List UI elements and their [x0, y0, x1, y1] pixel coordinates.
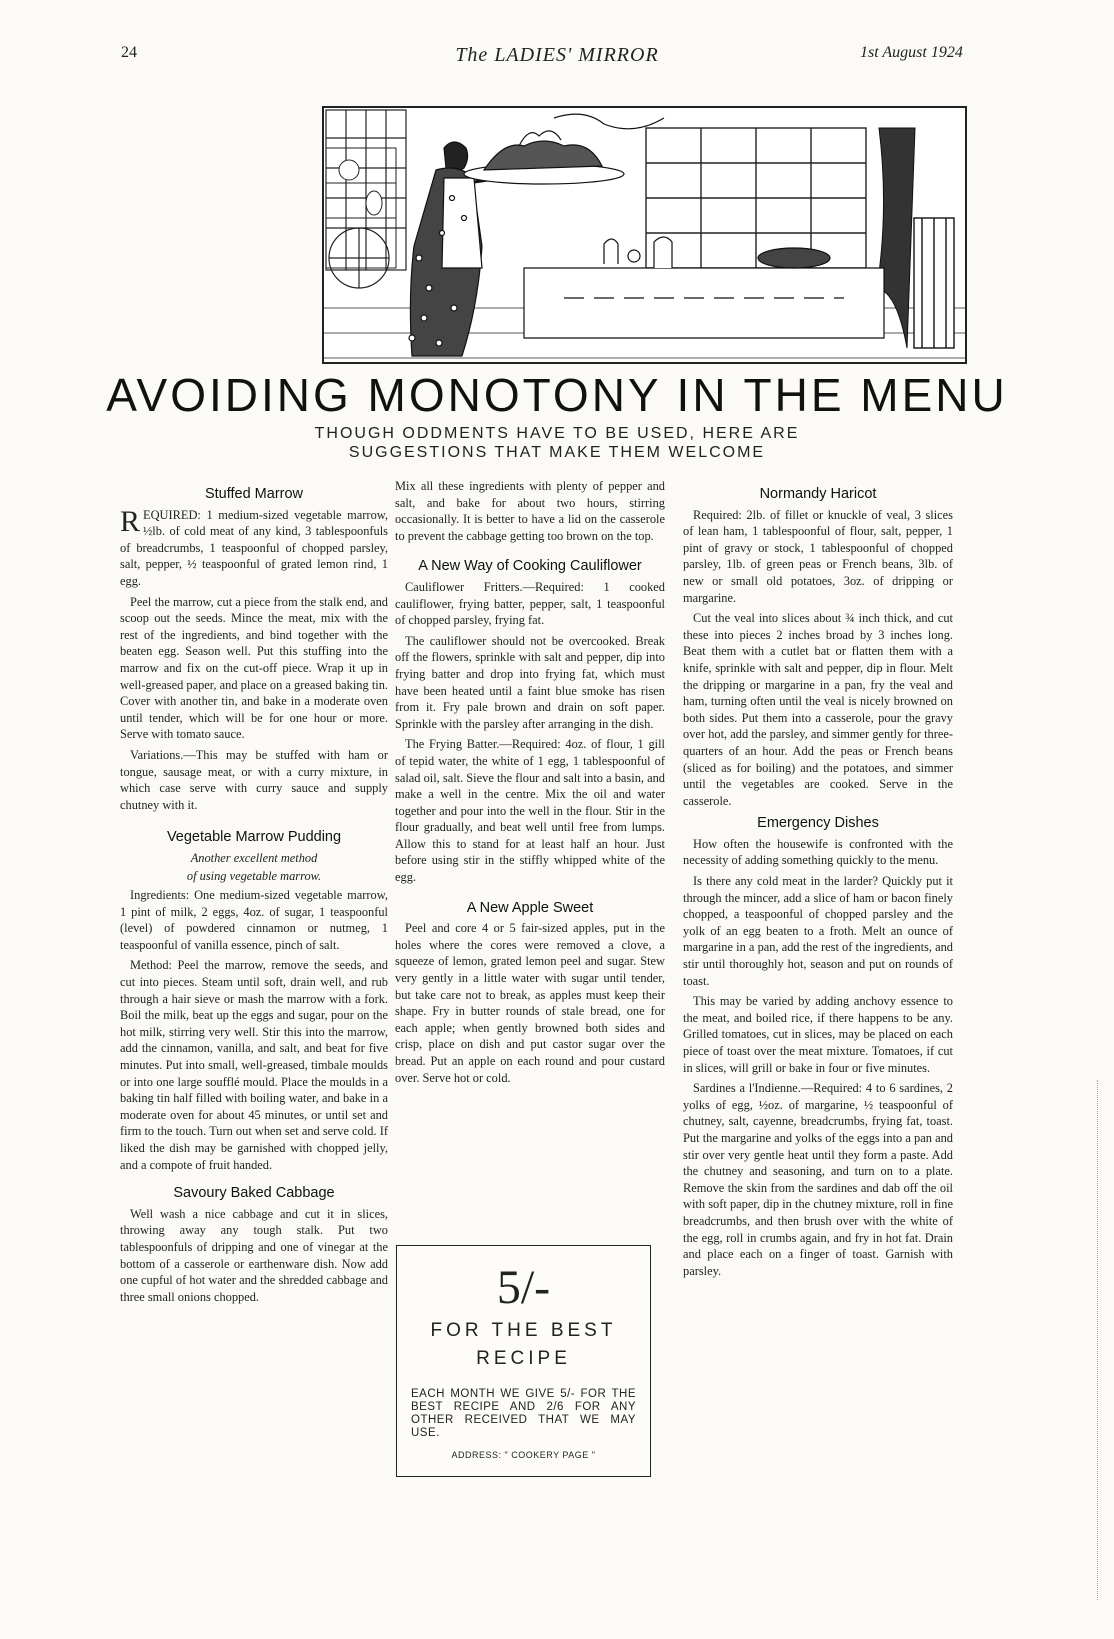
column-middle — [395, 478, 665, 1090]
recipe-continuation: Mix all these ingredients with plenty of pepper and salt, and bake for about two hours, stirring occasionally. It is better to have a lid on the casserole to prevent the cabbage getting too brown on the top. — [395, 479, 665, 543]
recipe-method: Peel the marrow, cut a piece from the stalk end, and scoop out the seeds. Mince the meat, mix with the rest of the ingredients, and bind together with the beaten egg. Season well. Put this stuffing into the marrow and fix on the cut-off piece. Wrap it up in well-greased paper, and place on a greased baking tin. Cover with another tin, and bake in a moderate oven until tender, which will be for one hour or more. Serve with tomato sauce. — [120, 594, 388, 742]
column-right — [683, 480, 953, 1283]
article-title: AVOIDING MONOTONY IN THE MENU — [106, 369, 1008, 421]
promo-line-1: FOR THE BEST — [430, 1320, 617, 1341]
promo-line-2: RECIPE — [476, 1348, 571, 1369]
recipe-batter: The Frying Batter.—Required: 4oz. of flour, 1 gill of tepid water, the white of 1 egg, 1 tablespoonful of salad oil, salt. Sieve the flour and salt into a basin, and make a well in the centre. Mix the oil and water together and pour into the well in the flour. Stir in the flour gradually, and beat well until free from lumps. Allow this to stand for at least half an hour. Just before using stir in the stiffly whipped white of the egg. — [395, 737, 665, 885]
recipe-heading-apple-sweet: A New Apple Sweet — [466, 899, 594, 916]
recipe-heading-emergency-dishes: Emergency Dishes — [757, 815, 879, 832]
recipe-ingredients: Required: 2lb. of fillet or knuckle of veal, 3 slices of lean ham, 1 tablespoonful of flour, salt, pepper, 1 pint of gravy or stock, 1 tablespoonful of chopped parsley, 1lb. of green peas or French beans, 3lb. of new or small old potatoes, 3oz. of dripping or margarine. — [683, 507, 953, 605]
emergency-intro: How often the housewife is confronted with the necessity of adding something quickly to the menu. — [683, 836, 953, 868]
prize-amount: 5/- — [496, 1261, 551, 1314]
promo-body: EACH MONTH WE GIVE 5/- FOR THE BEST RECIPE AND 2/6 FOR ANY OTHER RECEIVED THAT WE MAY USE. — [411, 1388, 636, 1439]
recipe-method: Well wash a nice cabbage and cut it in slices, throwing away any tough stalk. Put two tablespoonfuls of dripping and one of vinegar at the bottom of a casserole or earthenware dish. Now add one cupful of hot water and the shredded cabbage and three small onions chopped. — [120, 1206, 388, 1304]
subtitle-line-2: SUGGESTIONS THAT MAKE THEM WELCOME — [348, 444, 766, 461]
recipe-heading-stuffed-marrow: Stuffed Marrow — [204, 486, 304, 502]
recipe-method: The cauliflower should not be overcooked. Break off the flowers, sprinkle with salt and pepper, dip into frying batter and drop into frying fat, which must have been heated until a faint blue smoke has risen from it. Fry pale brown and drain on soft paper. Sprinkle with the parsley after arranging in the dish. — [395, 633, 665, 731]
recipe-ingredients — [120, 504, 388, 590]
recipe-method: Method: Peel the marrow, remove the seeds, and cut into pieces. Steam until soft, drain well, and rub through a hair sieve or mash the marrow with a fork. Boil the milk, beat up the eggs and sugar, pour on the hot milk, stirring very well. Stir this into the marrow, add the cinnamon, vanilla, and salt, and beat for five minutes. Put into small, well-greased, timbale moulds or into one large soufflé mould. Place the moulds in a baking tin half filled with boiling water, and bake in a moderate oven for about 45 minutes, or until set and firm to the touch. Turn out when set and serve cold. If liked the dish may be garnished with chopped jelly, and a compote of fruit handed. — [120, 958, 388, 1172]
page-number: 24 — [121, 44, 137, 61]
maid-serving-dinner-illustration — [324, 108, 967, 364]
subtitle-line-1: THOUGH ODDMENTS HAVE TO BE USED, HERE ARE — [314, 425, 800, 442]
recipe-heading-marrow-pudding: Vegetable Marrow Pudding — [166, 829, 342, 846]
drop-cap: R — [120, 504, 141, 538]
page-edge-mark — [1097, 1080, 1102, 1600]
recipe-ingredients: Cauliflower Fritters.—Required: 1 cooked cauliflower, frying batter, pepper, salt, 1 teaspoonful of chopped parsley, frying fat. — [395, 579, 665, 628]
recipe-variations: Variations.—This may be stuffed with ham or tongue, sausage meat, or with a curry mixture, in which case serve with curry sauce and supply chutney with it. — [120, 747, 388, 812]
recipe-heading-normandy-haricot: Normandy Haricot — [759, 486, 877, 502]
magazine-title: The LADIES' MIRROR — [455, 44, 659, 66]
issue-date: 1st August 1924 — [860, 44, 963, 61]
recipe-ingredients: Ingredients: One medium-sized vegetable marrow, 1 pint of milk, 2 eggs, 4oz. of sugar, 1 teaspoonful (level) of powdered cinnamon or nutmeg, 1 teaspoonful of vanilla essence, pinch of salt. — [120, 888, 388, 952]
recipe-heading-baked-cabbage: Savoury Baked Cabbage — [173, 1185, 335, 1202]
promo-address: ADDRESS: " COOKERY PAGE " — [451, 1450, 596, 1460]
emergency-sardines: Sardines a l'Indienne.—Required: 4 to 6 sardines, 2 yolks of egg, ½oz. of margarine, ½ teaspoonful of chutney, salt, cayenne, breadcrumbs, frying fat, toast. Put the margarine and yolks of the eggs into a pan and stir over very gentle heat until they form a paste. Add the chutney and seasoning, and turn on to a plate. Remove the skin from the sardines and dab off the oil with soft paper, dip in the chutney mixture, roll in fine breadcrumbs, and then brush over with the white of the egg, roll in crumbs again, and fry in hot fat. Drain and place each on a finger of toast. Garnish with parsley. — [683, 1081, 953, 1278]
recipe-method: Peel and core 4 or 5 fair-sized apples, put in the holes where the cores were removed a clove, a squeeze of lemon, grated lemon peel and sugar. Stew very gently in a little water with sugar until tender, but take care not to break, as apples must keep their shape. Fry in butter rounds of stale bread, one for each apple; when gently browned both sides and crisp, place on dish and put castor sugar over the bread. Put an apple on each round and pour custard over. Serve hot or cold. — [395, 921, 665, 1085]
recipe-subheading: of using vegetable marrow. — [186, 869, 322, 884]
ingredients-text: EQUIRED: 1 medium-sized vegetable marrow, ½lb. of cold meat of any kind, 3 tablespoonfuls of breadcrumbs, 1 teaspoonful of chopped parsley, salt, pepper, ½ teaspoonful of grated lemon rind, 1 egg. — [120, 507, 388, 588]
column-left — [120, 480, 388, 1309]
recipe-heading-cauliflower: A New Way of Cooking Cauliflower — [418, 558, 642, 575]
recipe-competition-box — [396, 1245, 651, 1477]
emergency-variation: This may be varied by adding anchovy essence to the meat, and boiled rice, if there happens to be any. Grilled tomatoes, cut in slices, may be placed on each piece of toast over the meat mixture. Tomatoes, if cut in slices, will grill or bake in four or five minutes. — [683, 994, 953, 1075]
recipe-subheading: Another excellent method — [190, 850, 318, 865]
recipe-method: Cut the veal into slices about ¾ inch thick, and cut these into pieces 2 inches broad by 3 inches long. Beat them with a cutlet bat or flatten them with a knife, sprinkle with salt and pepper, dip in flour. Melt the dripping or margarine in a pan, fry the veal and ham, turning often until the veal is nicely browned on both sides. Put them into a casserole, pour the gravy over hot, add the parsley, and simmer gently for three-quarters of an hour. Add the peas or French beans (sliced as for boiling) and the potatoes, and simmer until the vegetables are cooked. Serve in the casserole. — [683, 611, 953, 808]
header-illustration — [322, 106, 967, 364]
emergency-meat: Is there any cold meat in the larder? Quickly put it through the mincer, add a slice of ham or bacon finely chopped, a teaspoonful of chopped parsley and the yolk of an egg beaten to a froth. Melt an ounce of margarine in a pan, add the rest of the ingredients, and stir until thoroughly hot, season and put on rounds of toast. — [683, 874, 953, 988]
article-subtitle — [0, 424, 1114, 462]
